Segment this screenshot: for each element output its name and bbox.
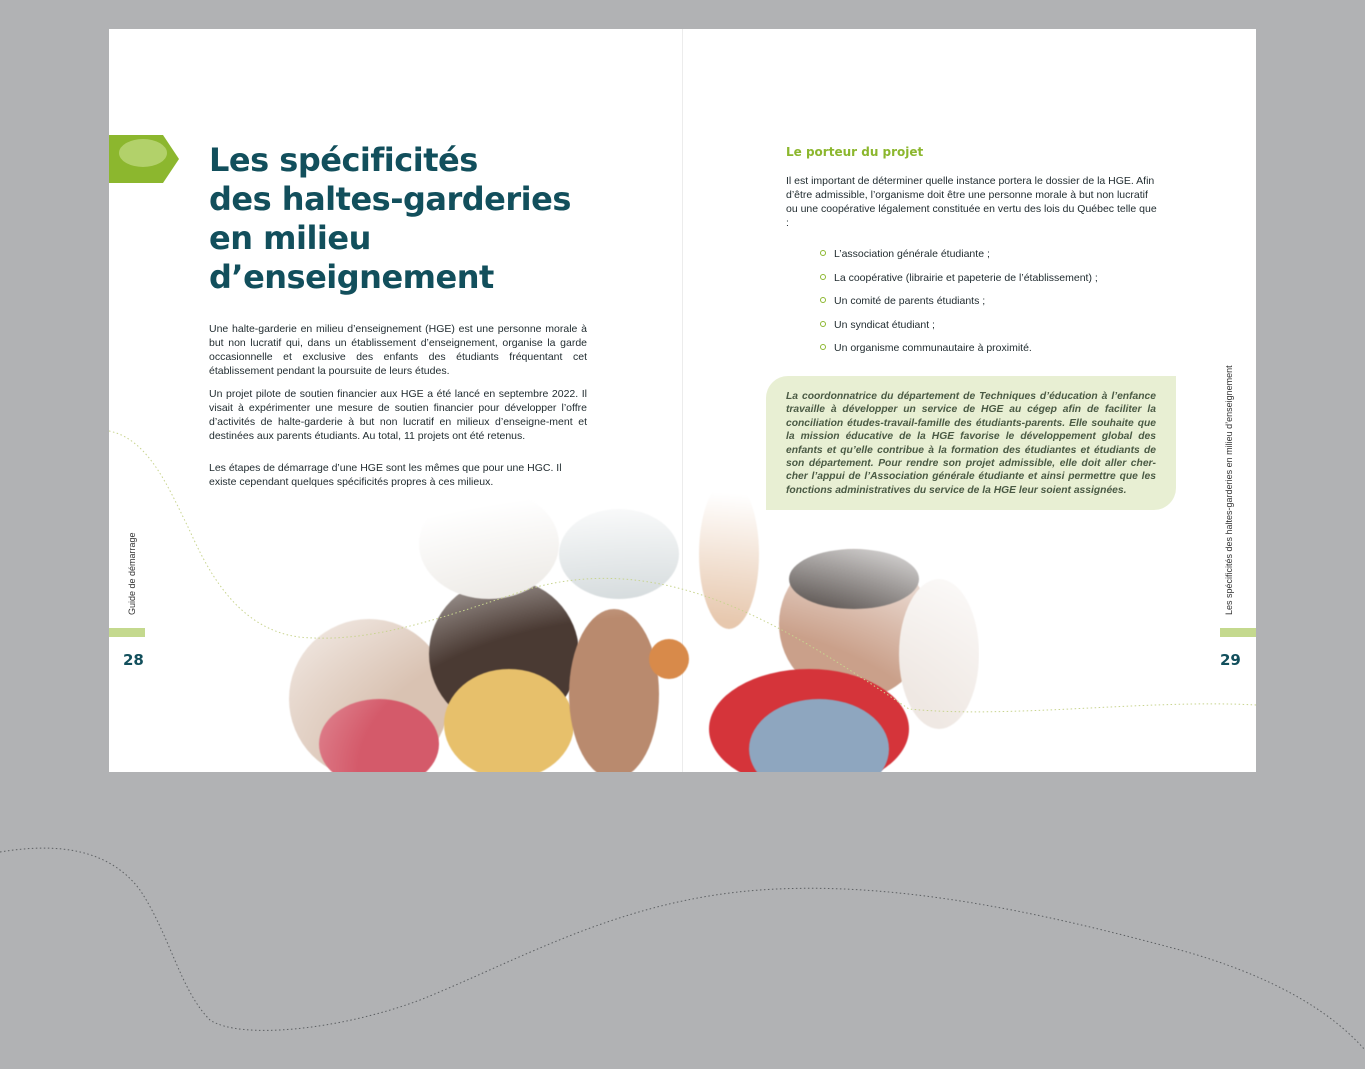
page-number-bar — [1220, 628, 1256, 637]
eligible-organizations-list — [820, 247, 1098, 365]
title-line-3: en milieu — [209, 219, 371, 257]
section-title: Le porteur du projet — [786, 145, 924, 159]
title-line-4: d’enseignement — [209, 258, 494, 296]
page-title — [209, 141, 609, 297]
example-callout — [766, 376, 1176, 510]
body-paragraph: Une halte-garderie en milieu d’enseignement (HGE) est une personne morale à but non lucratif qui, dans un établissement d’enseignement, organise la garde occasionnelle et exclusive des enfants des étudiants fréquentant cet établissement pendant la poursuite de leurs études. — [209, 323, 587, 377]
side-label-right: Les spécificités des haltes-garderies en milieu d’enseignement — [1224, 365, 1234, 615]
page-number-bar — [109, 628, 145, 637]
body-paragraph: Les étapes de démarrage d’une HGE sont les mêmes que pour une HGC. Il existe cependant quelques spécificités propres à ces milieux. — [209, 462, 562, 488]
title-line-1: Les spécificités — [209, 141, 478, 179]
list-item: Un comité de parents étudiants ; — [820, 294, 1098, 318]
list-item: La coopérative (librairie et papeterie de l’établissement) ; — [820, 271, 1098, 295]
page-number-left: 28 — [123, 651, 144, 669]
list-item: Un syndicat étudiant ; — [820, 318, 1098, 342]
title-line-2: des haltes-garderies — [209, 180, 571, 218]
page-number-right: 29 — [1220, 651, 1241, 669]
bullet-circle-icon — [820, 344, 826, 350]
bullet-circle-icon — [820, 321, 826, 327]
bullet-circle-icon — [820, 250, 826, 256]
list-item: Un organisme communautaire à proximité. — [820, 341, 1098, 365]
callout-text: La coordonnatrice du département de Techniques d’éducation à l’enfance travaille à développer un service de HGE au cégep afin de faciliter la conciliation études-travail-famille des étudiants-parents. Elle souhaite que la mission éducative de la HGE favorise le développement global des enfants et qu’elle contribue à la formation des étudiantes et étudiants de son département. Pour rendre son projet admissible, elle doit aller cher-cher l’appui de l’Association générale étudiante et ainsi permettre que les fonctions administratives du service de la HGE leur soient assignées. — [786, 391, 1156, 496]
bullet-circle-icon — [820, 274, 826, 280]
body-paragraph: Un projet pilote de soutien financier aux HGE a été lancé en septembre 2022. Il visait à expérimenter une mesure de soutien financier pour développer l’offre d’activités de halte-garderie à but non lucratif en milieux d’enseigne-ment et destinées aux parents étudiants. Au total, 11 projets ont été retenus. — [209, 388, 587, 442]
document-spread — [109, 29, 1256, 772]
green-tab-marker — [109, 135, 181, 183]
side-label-left: Guide de démarrage — [127, 532, 137, 615]
bullet-circle-icon — [820, 297, 826, 303]
intro-paragraph: Il est important de déterminer quelle instance portera le dossier de la HGE. Afin d’être admissible, l’organisme doit être une personne morale à but non lucratif ou une coopérative légalement constituée en vertu des lois du Québec telle que : — [786, 175, 1157, 229]
list-item: L’association générale étudiante ; — [820, 247, 1098, 271]
